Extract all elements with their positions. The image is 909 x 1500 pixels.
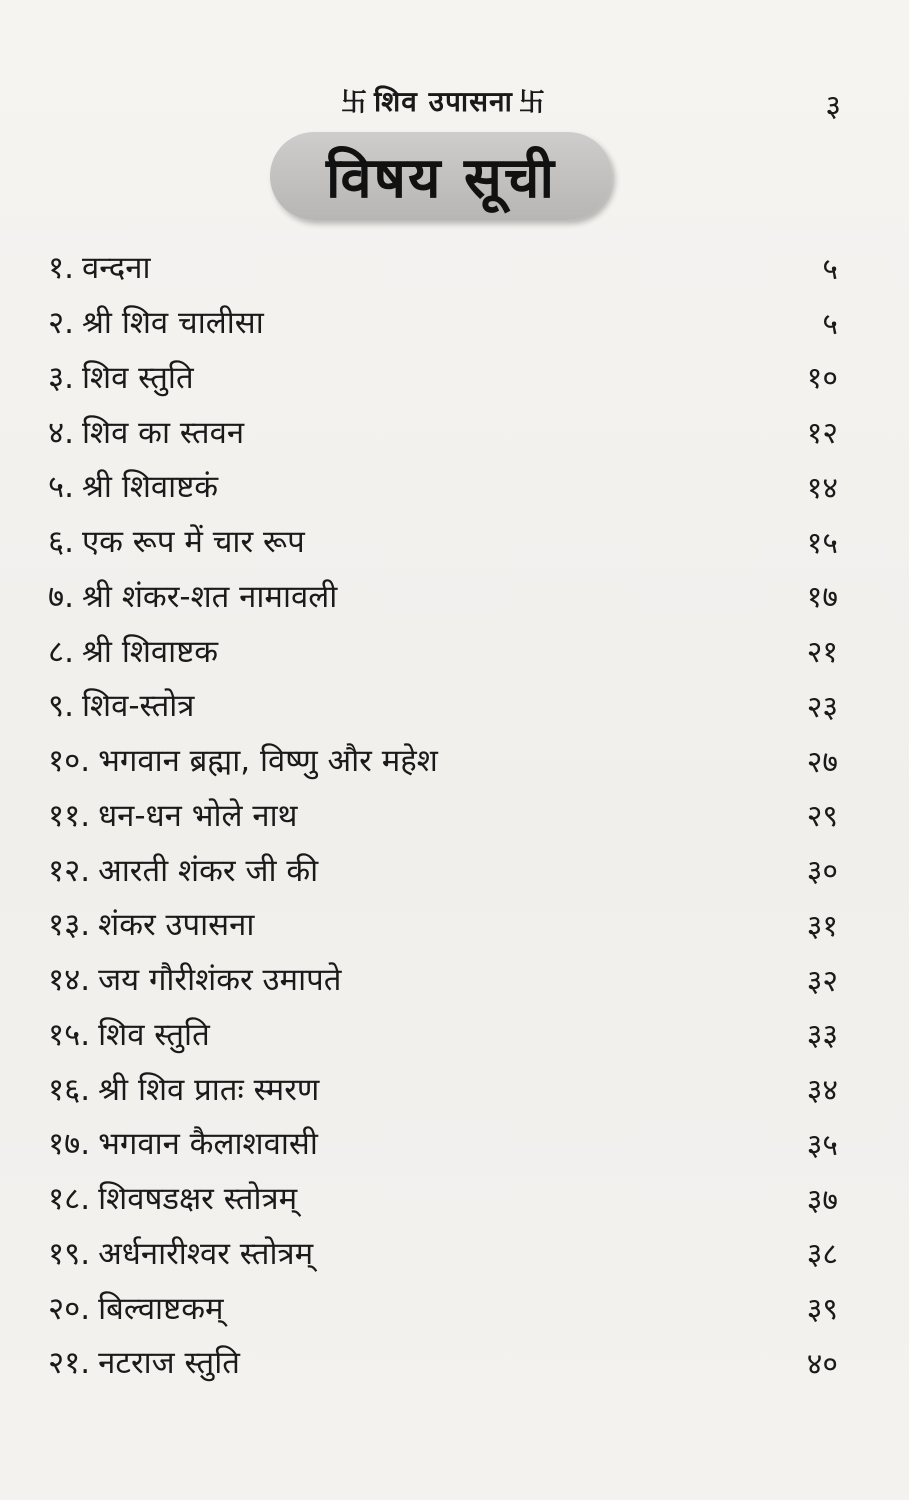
toc-entry-page: २७ [806,744,838,780]
toc-entry-title: शिवषडक्षर स्तोत्रम् [98,1181,298,1218]
toc-entry-page: ३२ [806,963,838,999]
toc-entry-number: ३. [48,359,74,396]
swastika-right-icon: 卐 [518,88,546,118]
toc-entry-number: १०. [48,743,91,780]
toc-entry-title: श्री शिवाष्टकं [81,469,219,506]
running-title-text: शिव उपासना [374,85,513,118]
page-number: ३ [825,89,841,124]
toc-entry-number: १५. [48,1016,91,1053]
toc-entry-number: १. [48,250,74,287]
toc-entry-title: शिव का स्तवन [81,414,245,451]
toc-entry [48,404,848,459]
toc-entry-number: ६. [48,524,74,561]
toc-entry-page: १० [806,361,838,397]
toc-entry-title: शंकर उपासना [98,907,255,944]
toc-entry-page: १२ [806,416,838,452]
toc-entry-page: ३९ [806,1292,838,1328]
toc-entry-page: ३४ [806,1073,838,1109]
toc-entry-title: भगवान कैलाशवासी [98,1126,318,1163]
toc-entry [48,1171,848,1226]
toc-entry-number: १६. [48,1071,91,1108]
toc-entry-page: ३३ [806,1018,838,1054]
toc-entry-page: २९ [806,799,838,835]
toc-entry [48,1226,848,1281]
toc-entry [48,459,848,514]
toc-entry-page: १४ [806,470,838,506]
toc-entry [48,569,848,624]
toc-entry-number: २१. [48,1345,91,1382]
toc-entry [48,678,848,733]
toc-entry [48,623,848,678]
toc-entry-page: ४० [806,1346,838,1382]
toc-entry-page: ३० [806,854,838,890]
toc-entry [48,1280,848,1335]
page-title: विषय सूची [326,146,556,211]
toc-entry-title: अर्धनारीश्वर स्तोत्रम् [98,1235,314,1272]
toc-entry-title: श्री शंकर-शत नामावली [81,578,338,615]
toc-entry-page: १५ [806,525,838,561]
toc-entry-page: ५ [822,306,838,342]
toc-entry [48,1335,848,1390]
toc-entry-number: १७. [48,1126,91,1163]
toc-entry-title: श्री शिव प्रातः स्मरण [98,1071,320,1108]
toc-entry-page: ५ [822,251,838,287]
toc-entry-number: १८. [48,1181,91,1218]
toc-entry-page: ३७ [806,1182,838,1218]
toc-entry-title: भगवान ब्रह्मा, विष्णु और महेश [98,743,438,780]
toc-entry-page: ३५ [806,1127,838,1163]
toc-entry-page: १७ [806,580,838,616]
toc-entry-title: आरती शंकर जी की [98,852,319,889]
toc-entry-number: १४. [48,962,91,999]
toc-entry-page: ३८ [806,1237,838,1273]
toc-entry-page: २३ [806,689,838,725]
toc-entry [48,514,848,569]
toc-entry [48,1061,848,1116]
toc-entry-title: जय गौरीशंकर उमापते [98,962,342,999]
toc-entry [48,733,848,788]
title-banner [270,132,612,220]
toc-entry-title: बिल्वाष्टकम् [98,1290,224,1327]
toc-entry-number: २. [48,305,74,342]
toc-entry-number: ११. [48,797,91,834]
toc-entry [48,350,848,405]
toc-entry-number: ५. [48,469,74,506]
toc-entry-page: ३१ [806,908,838,944]
toc-entry [48,240,848,295]
toc-entry [48,842,848,897]
toc-entry-title: धन-धन भोले नाथ [98,797,298,834]
toc-entry [48,295,848,350]
running-title [335,82,552,120]
toc-entry-number: ९. [48,688,74,725]
toc-entry-number: १२. [48,852,91,889]
page-header [0,80,909,124]
toc-entry-title: एक रूप में चार रूप [81,524,305,561]
toc-entry-title: शिव स्तुति [98,1016,210,1053]
toc-entry-number: ७. [48,578,74,615]
toc-entry [48,1116,848,1171]
table-of-contents [48,240,848,1390]
toc-entry-title: नटराज स्तुति [98,1345,240,1382]
toc-entry [48,1007,848,1062]
toc-entry [48,897,848,952]
toc-entry-number: १३. [48,907,91,944]
toc-entry-title: श्री शिव चालीसा [81,305,264,342]
toc-entry [48,788,848,843]
toc-entry-title: शिव-स्तोत्र [81,688,195,725]
toc-entry-number: ८. [48,633,74,670]
toc-entry-page: २१ [806,635,838,671]
toc-entry-title: वन्दना [81,250,151,287]
toc-entry-number: १९. [48,1235,91,1272]
toc-entry-title: श्री शिवाष्टक [81,633,219,670]
toc-entry-number: ४. [48,414,74,451]
toc-entry-number: २०. [48,1290,91,1327]
swastika-left-icon: 卐 [341,88,369,118]
toc-entry [48,952,848,1007]
toc-entry-title: शिव स्तुति [81,359,194,396]
